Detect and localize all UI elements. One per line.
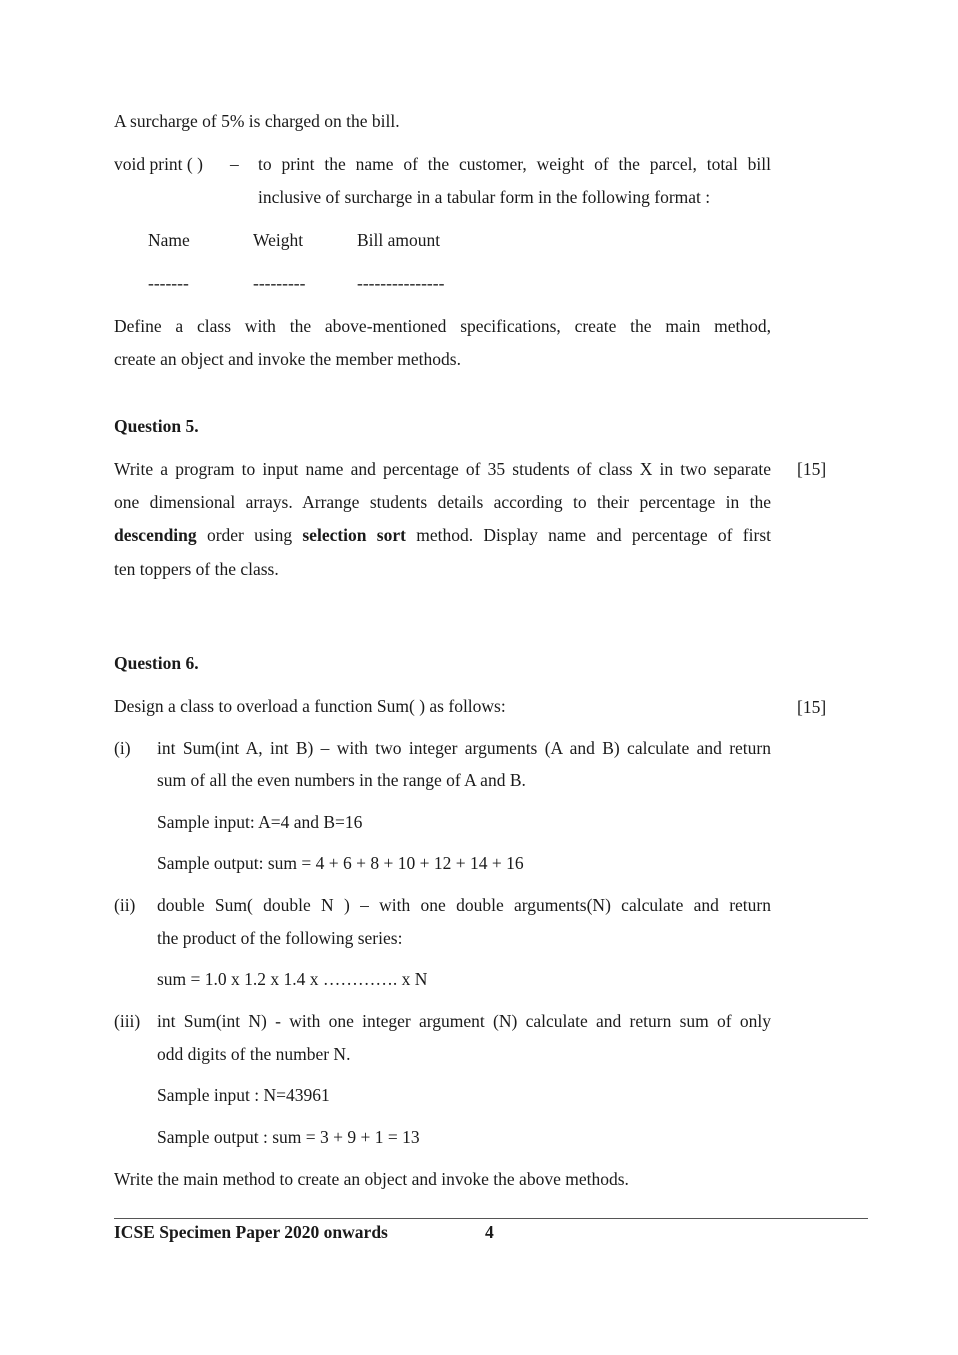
emphasis-selection-sort: selection sort [302, 525, 406, 545]
define-class-line2: create an object and invoke the member methods. [114, 349, 461, 369]
question-5-marks: [15] [797, 459, 827, 479]
surcharge-line: A surcharge of 5% is charged on the bill. [114, 111, 400, 131]
part-i-line2: sum of all the even numbers in the range of A and B. [157, 770, 526, 790]
part-iii-line1: int Sum(int N) - with one integer argument (N) calculate and return sum of only [157, 1011, 771, 1031]
question-5-line3-mid: order using [196, 525, 303, 545]
table-header-weight: Weight [253, 230, 304, 250]
question-5-line3-end: method. Display name and percentage of first [405, 525, 771, 545]
part-iii-line2: odd digits of the number N. [157, 1044, 351, 1064]
part-ii-series: sum = 1.0 x 1.2 x 1.4 x …………. x N [157, 969, 428, 989]
question-6-closing: Write the main method to create an object and invoke the above methods. [114, 1169, 629, 1189]
table-header-bill-amount: Bill amount [357, 230, 441, 250]
question-5-line3 [114, 524, 771, 546]
part-i-sample-input: Sample input: A=4 and B=16 [157, 812, 363, 832]
print-method-signature: void print ( ) [114, 154, 203, 174]
part-ii-line2: the product of the following series: [157, 928, 403, 948]
print-method-dash: – [230, 154, 239, 174]
table-dashes-name: ------- [148, 273, 189, 293]
emphasis-descending: descending [114, 525, 197, 545]
question-5-heading: Question 5. [114, 416, 199, 436]
part-i-label: (i) [114, 738, 131, 758]
print-method-desc-line1: to print the name of the customer, weight of the parcel, total bill [258, 154, 771, 174]
table-dashes-bill-amount: --------------- [357, 273, 445, 293]
question-5-line1: Write a program to input name and percentage of 35 students of class X in two separate [114, 459, 771, 479]
print-method-desc-line2: inclusive of surcharge in a tabular form in the following format : [258, 187, 711, 207]
question-6-marks: [15] [797, 697, 827, 717]
table-dashes-weight: --------- [253, 273, 306, 293]
footer-divider [114, 1218, 868, 1219]
part-ii-label: (ii) [114, 895, 136, 915]
part-iii-sample-input: Sample input : N=43961 [157, 1085, 330, 1105]
footer-title: ICSE Specimen Paper 2020 onwards [114, 1222, 388, 1242]
part-iii-label: (iii) [114, 1011, 141, 1031]
question-6-heading: Question 6. [114, 653, 199, 673]
table-header-name: Name [148, 230, 190, 250]
question-5-line4: ten toppers of the class. [114, 559, 279, 579]
page-number: 4 [485, 1222, 494, 1242]
part-ii-line1: double Sum( double N ) – with one double arguments(N) calculate and return [157, 895, 771, 915]
question-5-line2: one dimensional arrays. Arrange students details according to their percentage in the [114, 492, 771, 512]
part-i-line1: int Sum(int A, int B) – with two integer arguments (A and B) calculate and return [157, 738, 771, 758]
part-iii-sample-output: Sample output : sum = 3 + 9 + 1 = 13 [157, 1127, 420, 1147]
part-i-sample-output: Sample output: sum = 4 + 6 + 8 + 10 + 12 + 14 + 16 [157, 853, 524, 873]
question-6-intro: Design a class to overload a function Sum( ) as follows: [114, 696, 506, 716]
define-class-line1: Define a class with the above-mentioned specifications, create the main method, [114, 316, 771, 336]
